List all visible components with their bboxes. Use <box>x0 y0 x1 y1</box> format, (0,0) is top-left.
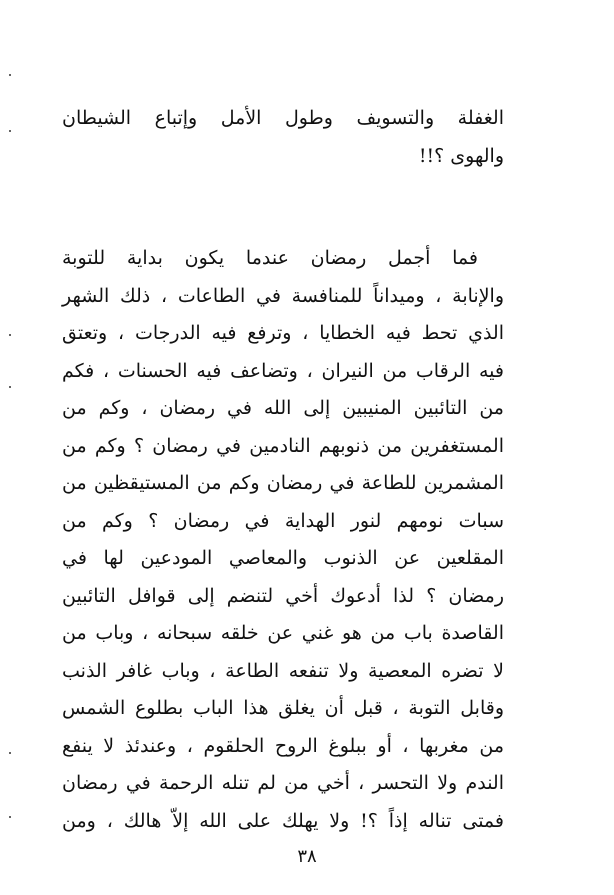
text-line: والهوى ؟!! <box>418 144 504 167</box>
text-line: لا تضره المعصية ولا تنفعه الطاعة ، وباب غافر الذنب <box>62 659 504 682</box>
text-line: المقلعين عن الذنوب والمعاصي المودعين لها في <box>62 547 504 569</box>
text-line: فمتى تناله إذاً ؟! ولا يهلك على الله إلاّ هالك ، ومن <box>62 809 504 832</box>
text-line: المشمرين للطاعة في رمضان وكم من المستيقظين من <box>62 472 504 494</box>
text-line: القاصدة باب من هو غني عن خلقه سبحانه ، وباب من <box>62 622 504 644</box>
text-line: الندم ولا التحسر ، أخي من لم تنله الرحمة في رمضان <box>62 772 504 794</box>
text-line: فما أجمل رمضان عندما يكون بداية للتوبة <box>62 247 478 269</box>
text-line: فيه الرقاب من النيران ، وتضاعف فيه الحسنات ، فكم <box>62 359 504 382</box>
paragraph-main <box>62 240 504 840</box>
paragraph-continuation <box>62 100 504 175</box>
text-line: وقابل التوبة ، قبل أن يغلق هذا الباب بطلوع الشمس <box>62 697 504 719</box>
text-line: سبات نومهم لنور الهداية في رمضان ؟ وكم من <box>62 509 504 532</box>
text-line: من التائبين المنيبين إلى الله في رمضان ، وكم من <box>62 397 504 419</box>
text-line: الغفلة والتسويف وطول الأمل وإتباع الشيطان <box>62 107 504 129</box>
text-line: من مغربها ، أو ببلوغ الروح الحلقوم ، وعندئذ لا ينفع <box>62 734 504 757</box>
page-number: ٣٨ <box>297 846 317 867</box>
margin-mark <box>9 74 11 76</box>
margin-mark <box>9 386 11 388</box>
margin-mark <box>9 334 11 336</box>
margin-mark <box>9 816 11 818</box>
text-line: والإنابة ، وميداناً للمنافسة في الطاعات ، ذلك الشهر <box>62 284 504 307</box>
text-line: المستغفرين من ذنوبهم النادمين في رمضان ؟ وكم من <box>62 434 504 457</box>
margin-mark <box>9 752 11 754</box>
text-line: رمضان ؟ لذا أدعوك أخي لتنضم إلى قوافل التائبين <box>62 584 504 607</box>
text-line: الذي تحط فيه الخطايا ، وترفع فيه الدرجات ، وتعتق <box>62 322 504 344</box>
margin-mark <box>9 130 11 132</box>
